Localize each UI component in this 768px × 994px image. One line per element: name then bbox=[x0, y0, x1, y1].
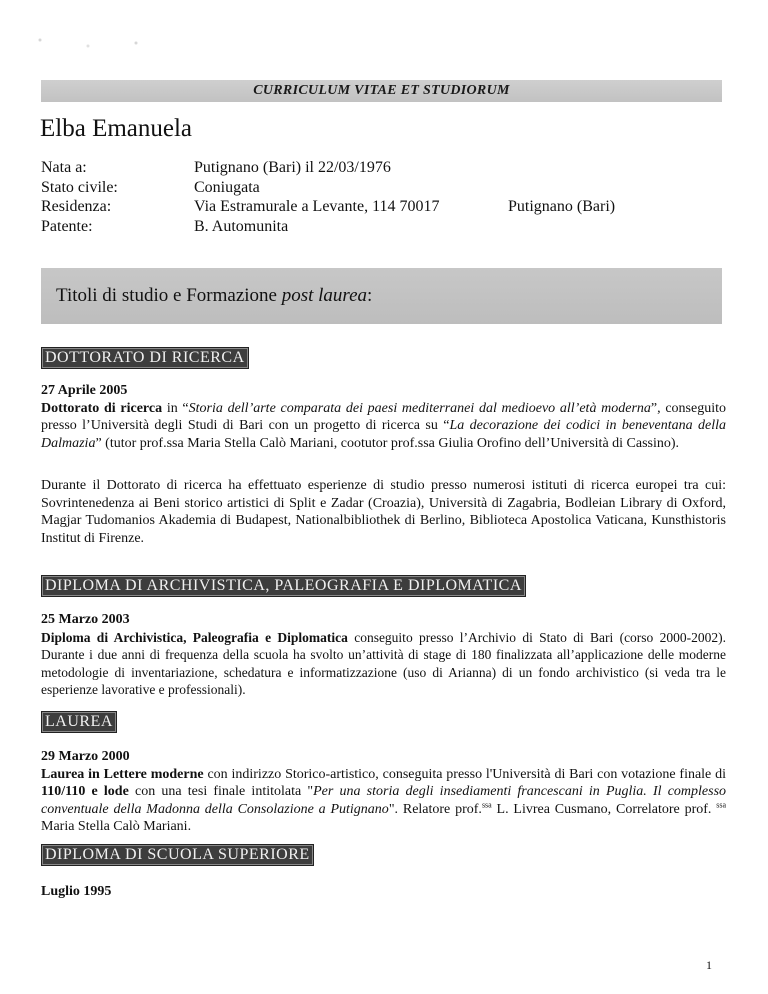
text: con una tesi finale intitolata " bbox=[128, 784, 314, 799]
section-title-suffix: : bbox=[367, 285, 373, 306]
laurea-title: Laurea in Lettere moderne bbox=[41, 766, 204, 782]
info-row-birth bbox=[41, 158, 701, 178]
superiore-header: DIPLOMA DI SCUOLA SUPERIORE bbox=[41, 844, 314, 866]
text: L. Livrea Cusmano, Correlatore prof. bbox=[491, 801, 717, 817]
info-label: Patente: bbox=[41, 217, 93, 235]
text: ” (tutor prof.ssa Maria Stella Calò Mariani, cootutor prof.ssa Giulia Orofino dell’Università di Cassino). bbox=[95, 435, 680, 451]
text: conseguito presso l’Archivio di Stato di Bari (corso 2000-2002). Durante i due anni di frequenza della scuola ha svolto un’attività di stage di 180 finalizzata all’applicazione delle moderne metodologie di inventariazione, schedatura e informatizzazione (uso di Arianna) di un fondo archivistico (si veda tra le esperienze lavorative e professionali). bbox=[41, 629, 726, 697]
text: ". Relatore prof. bbox=[388, 801, 482, 817]
archivistica-description bbox=[41, 629, 726, 699]
scan-artifact bbox=[8, 28, 168, 58]
project-title: La decorazione dei codici in beneventana della Dalmazia bbox=[41, 418, 727, 451]
superiore-entry bbox=[41, 883, 726, 901]
info-value: B. Automunita bbox=[194, 217, 289, 235]
info-row-license bbox=[41, 217, 701, 237]
superscript: ssa bbox=[716, 799, 727, 809]
info-label: Stato civile: bbox=[41, 178, 118, 196]
dottorato-date: 27 Aprile 2005 bbox=[41, 383, 128, 398]
dottorato-header: DOTTORATO DI RICERCA bbox=[41, 347, 249, 369]
laurea-description bbox=[41, 766, 726, 836]
info-value: Putignano (Bari) il 22/03/1976 bbox=[194, 159, 391, 176]
dottorato-experience: Durante il Dottorato di ricerca ha effettuato esperienze di studio presso numerosi istituti di ricerca europei tra cui: Sovrintenedenza ai Beni storico artistici di Split e Zadar (Croazia), Università di Zagabria, Bodleian Library di Oxford, Magjar Tudomanios Akademia di Budapest, Nationalbibliothek di Berlino, Biblioteca Apostolica Vaticana, Kunsthistoris Institut di Firenze. bbox=[41, 478, 726, 546]
info-value-city: Putignano (Bari) bbox=[508, 198, 616, 215]
info-value: Coniugata bbox=[194, 178, 260, 196]
education-section-banner bbox=[41, 268, 722, 324]
archivistica-header: DIPLOMA DI ARCHIVISTICA, PALEOGRAFIA E DIPLOMATICA bbox=[41, 575, 526, 597]
education-section-title bbox=[56, 285, 372, 307]
text: con indirizzo Storico-artistico, conseguita presso l'Università di Bari con votazione finale di bbox=[203, 766, 726, 782]
cv-title-banner: CURRICULUM VITAE ET STUDIORUM bbox=[41, 80, 722, 102]
info-value: Via Estramurale a Levante, 114 70017 bbox=[194, 198, 440, 215]
info-row-civil-status bbox=[41, 178, 701, 198]
superscript: ssa bbox=[481, 799, 492, 809]
dottorato-description bbox=[41, 400, 726, 453]
person-name: Elba Emanuela bbox=[40, 115, 193, 142]
personal-info bbox=[41, 158, 701, 236]
dottorato-entry bbox=[41, 382, 726, 452]
text: ”, conseguito presso l’Università degli Studi di Bari con un progetto di ricerca su “ bbox=[41, 400, 726, 433]
superiore-date: Luglio 1995 bbox=[41, 884, 112, 899]
laurea-entry bbox=[41, 748, 726, 836]
final-grade: 110/110 e lode bbox=[41, 784, 129, 799]
info-row-residence bbox=[41, 197, 701, 217]
info-label: Nata a: bbox=[41, 159, 87, 176]
course-title: Storia dell’arte comparata dei paesi mediterranei dal medioevo all’età moderna bbox=[188, 400, 651, 416]
archivistica-entry bbox=[41, 611, 726, 699]
section-title-text: Titoli di studio e Formazione bbox=[56, 285, 282, 306]
laurea-header: LAUREA bbox=[41, 711, 117, 733]
page-number: 1 bbox=[706, 958, 712, 972]
thesis-title: Per una storia degli insediamenti francescani in Puglia. Il complesso conventuale della Madonna della Consolazione a Putignano bbox=[41, 784, 727, 817]
dottorato-title: Dottorato di ricerca bbox=[41, 400, 163, 416]
text: Maria Stella Calò Mariani. bbox=[41, 819, 192, 834]
laurea-date: 29 Marzo 2000 bbox=[41, 749, 130, 764]
section-title-italic: post laurea bbox=[281, 285, 368, 306]
archivistica-title: Diploma di Archivistica, Paleografia e Diplomatica bbox=[41, 629, 348, 645]
info-label: Residenza: bbox=[41, 198, 112, 215]
text: in “ bbox=[162, 400, 189, 416]
archivistica-date: 25 Marzo 2003 bbox=[41, 612, 130, 627]
